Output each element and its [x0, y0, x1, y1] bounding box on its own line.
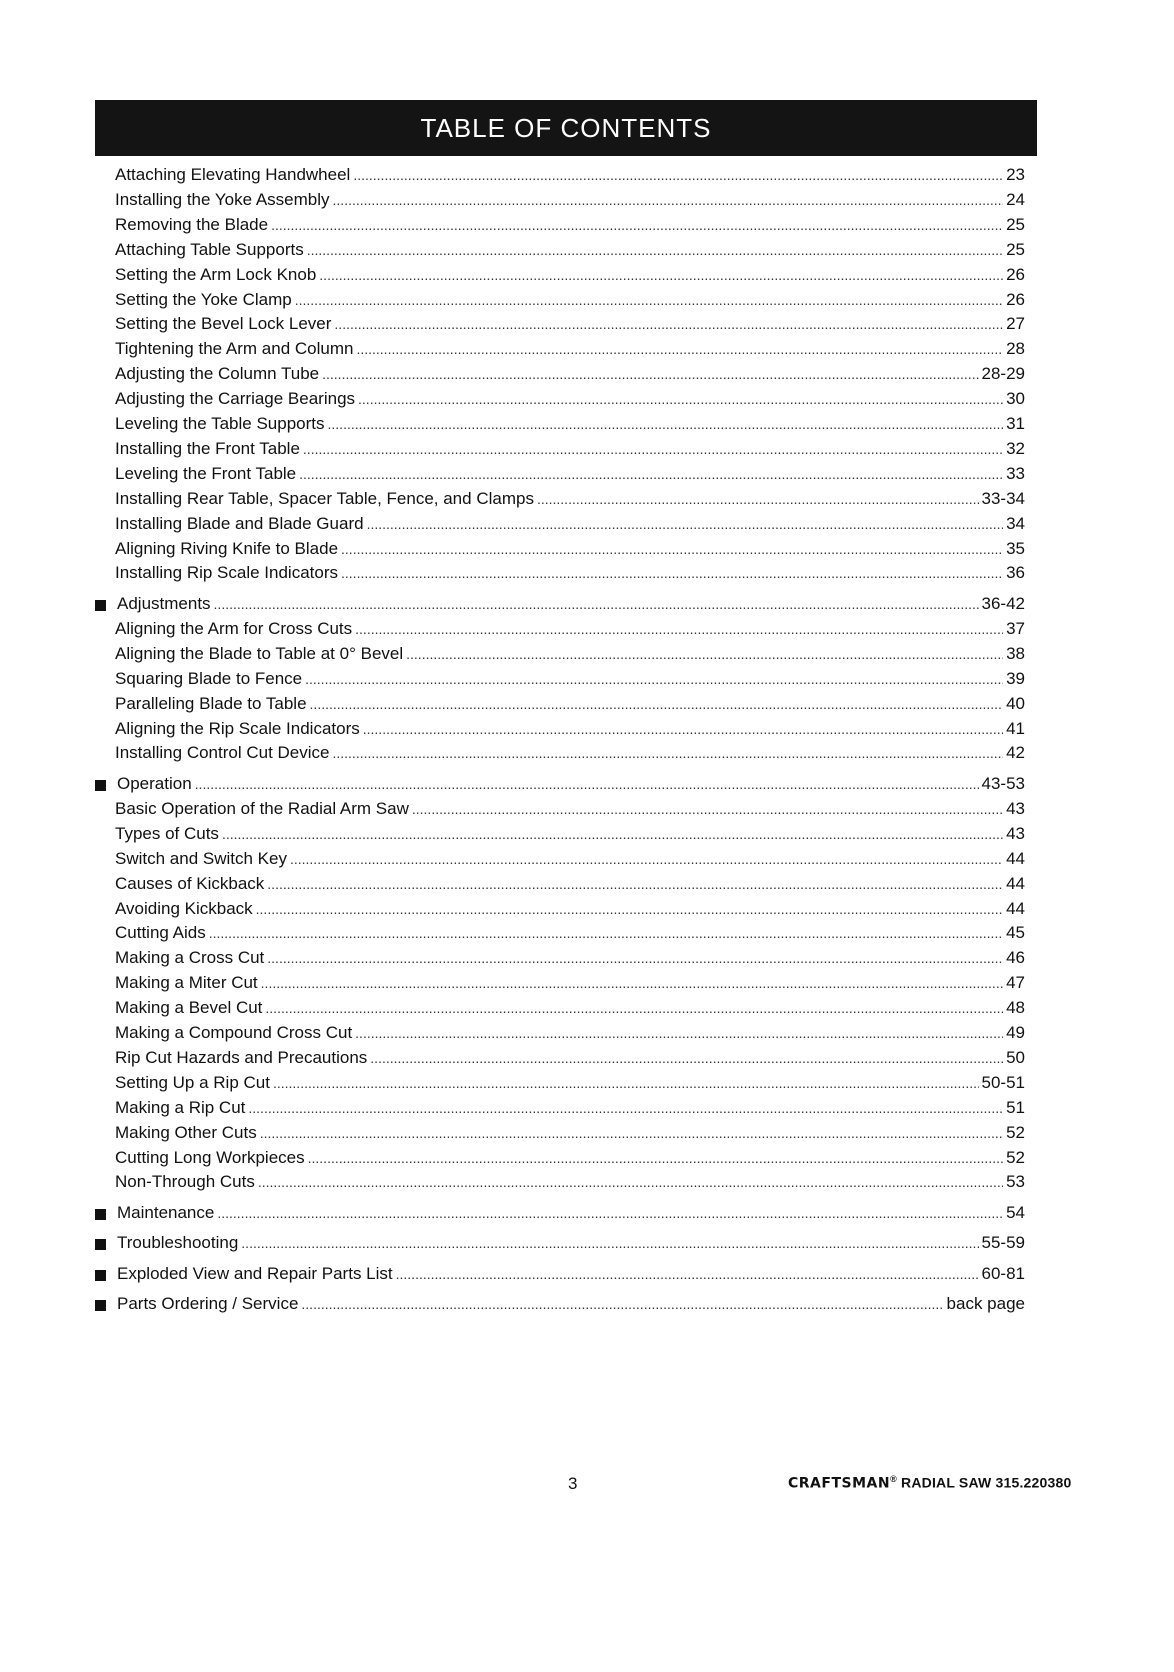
dot-leader: [308, 1150, 1003, 1166]
toc-entry-label: Tightening the Arm and Column: [115, 339, 354, 359]
toc-entry-page: 44: [1006, 873, 1025, 893]
dot-leader: [370, 1050, 1003, 1066]
dot-leader: [358, 391, 1003, 407]
toc-entry-row: [95, 923, 1025, 949]
dot-leader: [363, 721, 1003, 737]
dot-leader: [273, 1075, 979, 1091]
toc-entry-label: Paralleling Blade to Table: [115, 693, 307, 713]
toc-entry-row: [95, 364, 1025, 390]
dot-leader: [396, 1266, 979, 1282]
toc-entry-label: Setting the Arm Lock Knob: [115, 264, 317, 284]
toc-entry-row: [95, 619, 1025, 645]
toc-section-row: [95, 594, 1025, 620]
toc-entry-page: 33-34: [981, 488, 1025, 508]
toc-entry-label: Adjusting the Carriage Bearings: [115, 389, 356, 409]
toc-entry-label: Parts Ordering / Service: [117, 1294, 299, 1314]
toc-entry-page: 52: [1006, 1122, 1025, 1142]
toc-entry-label: Installing Rip Scale Indicators: [115, 563, 339, 583]
bullet-square-icon: [95, 1300, 106, 1311]
toc-entry-row: [95, 389, 1025, 415]
model-text: RADIAL SAW 315.220380: [901, 1474, 1072, 1491]
dot-leader: [299, 466, 1003, 482]
toc-entry-label: Making a Bevel Cut: [115, 998, 263, 1018]
toc-section-row: [95, 1294, 1025, 1320]
dot-leader: [341, 565, 1003, 581]
toc-entry-label: Rip Cut Hazards and Precautions: [115, 1047, 368, 1067]
toc-entry-label: Maintenance: [117, 1202, 215, 1222]
toc-entry-page: 28-29: [981, 364, 1025, 384]
toc-entry-row: [95, 1098, 1025, 1124]
page-title: TABLE OF CONTENTS: [420, 113, 712, 143]
dot-leader: [355, 621, 1003, 637]
dot-leader: [295, 292, 1003, 308]
dot-leader: [261, 975, 1003, 991]
bullet-square-icon: [95, 780, 106, 791]
toc-entry-row: [95, 439, 1025, 465]
toc-entry-page: 60-81: [981, 1263, 1025, 1283]
toc-entry-row: [95, 743, 1025, 769]
toc-entry-page: 39: [1006, 668, 1025, 688]
toc-header-bar: [95, 100, 1037, 156]
toc-entry-row: [95, 539, 1025, 565]
toc-entry-label: Making Other Cuts: [115, 1122, 257, 1142]
toc-entry-page: 25: [1006, 214, 1025, 234]
dot-leader: [195, 776, 979, 792]
dot-leader: [328, 416, 1004, 432]
toc-entry-label: Leveling the Table Supports: [115, 414, 325, 433]
toc-entry-label: Attaching Table Supports: [115, 239, 304, 259]
dot-leader: [319, 267, 1003, 283]
toc-entry-label: Aligning Riving Knife to Blade: [115, 538, 339, 558]
toc-section-row: [95, 1233, 1025, 1259]
toc-entry-row: [95, 799, 1025, 825]
toc-entry-row: [95, 998, 1025, 1024]
dot-leader: [303, 441, 1003, 457]
toc-entry-label: Non-Through Cuts: [115, 1172, 255, 1192]
dot-leader: [353, 167, 1003, 183]
toc-entry-page: 44: [1006, 848, 1025, 868]
toc-entry-page: 36-42: [981, 593, 1025, 613]
toc-entry-page: 38: [1006, 643, 1025, 663]
toc-entry-page: 36: [1006, 563, 1025, 583]
toc-entry-row: [95, 190, 1025, 216]
dot-leader: [406, 646, 1003, 662]
toc-entry-page: 35: [1006, 538, 1025, 558]
dot-leader: [248, 1100, 1003, 1116]
toc-entry-page: back page: [946, 1294, 1025, 1314]
toc-entry-label: Cutting Aids: [115, 923, 206, 943]
toc-entry-page: 51: [1006, 1097, 1025, 1117]
toc-entry-label: Cutting Long Workpieces: [115, 1147, 305, 1167]
dot-leader: [222, 826, 1003, 842]
toc-entry-row: [95, 1073, 1025, 1099]
toc-entry-label: Avoiding Kickback: [115, 898, 253, 918]
toc-entry-label: Operation: [117, 773, 192, 793]
toc-entry-row: [95, 464, 1025, 490]
toc-entry-label: Making a Cross Cut: [115, 948, 265, 968]
toc-entry-label: Setting the Bevel Lock Lever: [115, 314, 332, 334]
toc-entry-page: 37: [1006, 618, 1025, 638]
dot-leader: [209, 925, 1003, 941]
toc-entry-row: [95, 265, 1025, 291]
dot-leader: [305, 671, 1003, 687]
toc-entry-page: 43-53: [981, 773, 1025, 793]
bullet-square-icon: [95, 1239, 106, 1250]
toc-entry-page: 33: [1006, 463, 1025, 483]
toc-entry-label: Troubleshooting: [117, 1233, 239, 1253]
toc-entry-page: 45: [1006, 923, 1025, 943]
toc-entry-label: Aligning the Rip Scale Indicators: [115, 718, 360, 738]
toc-entry-page: 47: [1006, 973, 1025, 993]
toc-entry-label: Adjusting the Column Tube: [115, 364, 320, 384]
toc-entry-row: [95, 1123, 1025, 1149]
dot-leader: [267, 950, 1003, 966]
toc-entry-label: Installing Rear Table, Spacer Table, Fence, and Clamps: [115, 488, 534, 508]
toc-entry-row: [95, 644, 1025, 670]
dot-leader: [307, 242, 1003, 258]
toc-entry-label: Making a Compound Cross Cut: [115, 1023, 353, 1042]
dot-leader: [322, 366, 978, 382]
toc-entry-label: Causes of Kickback: [115, 873, 265, 893]
dot-leader: [267, 876, 1003, 892]
toc-entry-row: [95, 165, 1025, 191]
registered-mark: ®: [890, 1474, 897, 1484]
toc-entry-row: [95, 514, 1025, 540]
toc-entry-row: [95, 1148, 1025, 1174]
toc-section-row: [95, 1264, 1025, 1290]
dot-leader: [367, 516, 1004, 532]
toc-entry-page: 55-59: [981, 1233, 1025, 1253]
dot-leader: [332, 745, 1003, 761]
toc-entry-page: 46: [1006, 948, 1025, 968]
toc-entry-page: 43: [1006, 798, 1025, 818]
toc-entry-row: [95, 215, 1025, 241]
toc-entry-label: Leveling the Front Table: [115, 463, 297, 483]
brand-name: CRAFTSMAN: [788, 1475, 891, 1492]
dot-leader: [356, 341, 1003, 357]
dot-leader: [258, 1174, 1003, 1190]
dot-leader: [333, 192, 1004, 208]
dot-leader: [341, 541, 1003, 557]
toc-entry-page: 30: [1006, 389, 1025, 409]
toc-entry-page: 28: [1006, 339, 1025, 359]
brand-line: [788, 1474, 1071, 1492]
toc-entry-row: [95, 849, 1025, 875]
toc-entry-row: [95, 290, 1025, 316]
dot-leader: [301, 1296, 943, 1312]
toc-entry-row: [95, 489, 1025, 515]
toc-entry-page: 50: [1006, 1047, 1025, 1067]
toc-entry-label: Switch and Switch Key: [115, 848, 287, 868]
toc-entry-label: Setting the Yoke Clamp: [115, 289, 292, 309]
dot-leader: [334, 316, 1003, 332]
dot-leader: [537, 491, 979, 507]
page-number: 3: [568, 1474, 578, 1493]
toc-entry-row: [95, 339, 1025, 365]
toc-entry-page: 41: [1006, 718, 1025, 738]
dot-leader: [256, 901, 1003, 917]
dot-leader: [310, 696, 1004, 712]
toc-entry-page: 34: [1006, 513, 1025, 533]
toc-entry-page: 43: [1006, 823, 1025, 843]
toc-entry-label: Exploded View and Repair Parts List: [117, 1263, 393, 1283]
toc-entry-page: 48: [1006, 998, 1025, 1018]
toc-entry-row: [95, 874, 1025, 900]
dot-leader: [355, 1025, 1003, 1041]
toc-entry-row: [95, 1023, 1025, 1049]
toc-entry-page: 53: [1006, 1172, 1025, 1192]
toc-entry-page: 44: [1006, 898, 1025, 918]
toc-entry-row: [95, 973, 1025, 999]
toc-entry-label: Setting Up a Rip Cut: [115, 1072, 270, 1092]
toc-entry-page: 52: [1006, 1147, 1025, 1167]
toc-entry-row: [95, 563, 1025, 589]
toc-entry-page: 49: [1006, 1023, 1025, 1042]
toc-entry-page: 50-51: [981, 1072, 1025, 1092]
toc-entry-row: [95, 414, 1025, 440]
dot-leader: [290, 851, 1003, 867]
toc-entry-page: 40: [1006, 693, 1025, 713]
dot-leader: [217, 1205, 1003, 1221]
dot-leader: [214, 596, 979, 612]
toc-entry-label: Removing the Blade: [115, 214, 269, 234]
toc-entry-row: [95, 948, 1025, 974]
toc-entry-page: 31: [1006, 414, 1025, 433]
toc-entry-label: Adjustments: [117, 593, 211, 613]
dot-leader: [260, 1125, 1003, 1141]
toc-entry-row: [95, 1048, 1025, 1074]
toc-entry-page: 42: [1006, 743, 1025, 763]
toc-entry-page: 54: [1006, 1202, 1025, 1222]
dot-leader: [412, 801, 1003, 817]
toc-entry-label: Installing Control Cut Device: [115, 743, 330, 763]
toc-entry-row: [95, 1172, 1025, 1198]
toc-entry-row: [95, 694, 1025, 720]
dot-leader: [241, 1235, 978, 1251]
toc-entry-label: Installing the Yoke Assembly: [115, 189, 330, 209]
toc-entry-page: 25: [1006, 239, 1025, 259]
toc-entry-row: [95, 824, 1025, 850]
bullet-square-icon: [95, 1270, 106, 1281]
dot-leader: [265, 1000, 1003, 1016]
toc-entry-row: [95, 669, 1025, 695]
bullet-square-icon: [95, 600, 106, 611]
toc-section-row: [95, 774, 1025, 800]
toc-entry-row: [95, 314, 1025, 340]
toc-entry-label: Attaching Elevating Handwheel: [115, 165, 351, 184]
toc-entry-label: Types of Cuts: [115, 823, 219, 843]
toc-entry-page: 23: [1006, 165, 1025, 184]
toc-entry-label: Making a Rip Cut: [115, 1097, 246, 1117]
toc-entry-page: 27: [1006, 314, 1025, 334]
toc-entry-label: Aligning the Arm for Cross Cuts: [115, 618, 353, 638]
toc-entry-label: Installing the Front Table: [115, 438, 300, 458]
toc-entry-page: 32: [1006, 438, 1025, 458]
toc-entry-label: Squaring Blade to Fence: [115, 668, 303, 688]
bullet-square-icon: [95, 1209, 106, 1220]
toc-entry-label: Aligning the Blade to Table at 0° Bevel: [115, 643, 404, 663]
toc-entry-row: [95, 899, 1025, 925]
toc-entry-label: Making a Miter Cut: [115, 973, 258, 993]
toc-entry-page: 24: [1006, 189, 1025, 209]
toc-entry-page: 26: [1006, 289, 1025, 309]
toc-entry-label: Installing Blade and Blade Guard: [115, 513, 364, 533]
toc-entry-row: [95, 719, 1025, 745]
toc-entry-label: Basic Operation of the Radial Arm Saw: [115, 798, 409, 818]
toc-entry-row: [95, 240, 1025, 266]
toc-section-row: [95, 1203, 1025, 1229]
toc-entry-page: 26: [1006, 264, 1025, 284]
dot-leader: [271, 217, 1003, 233]
